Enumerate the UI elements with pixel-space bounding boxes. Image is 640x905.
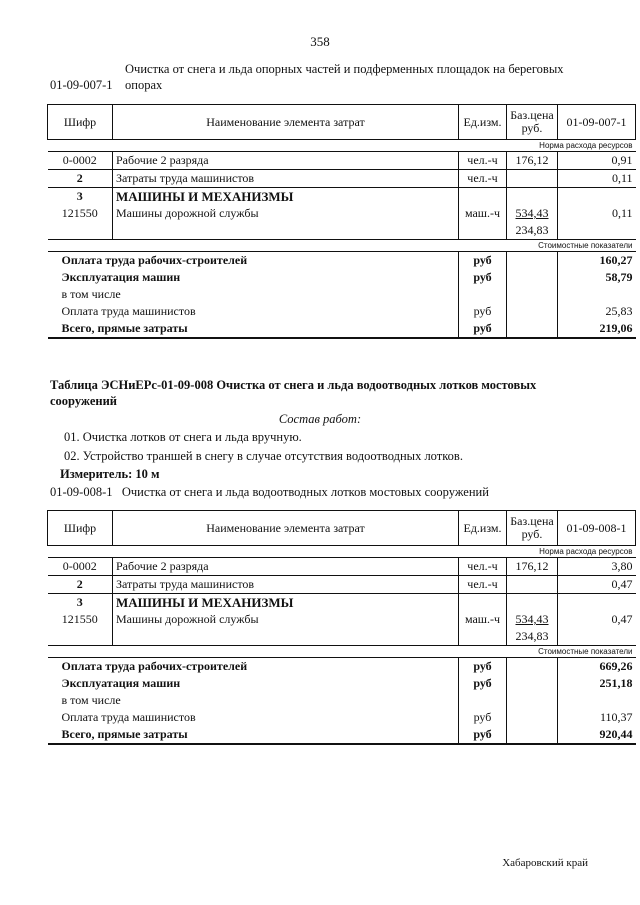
cost-label-row xyxy=(48,646,636,658)
row-unit: чел.-ч xyxy=(459,558,507,576)
table-row xyxy=(48,558,636,576)
page-number: 358 xyxy=(310,34,330,49)
cost-name: Оплата труда машинистов xyxy=(61,304,196,318)
header-norm-code: 01-09-008-1 xyxy=(558,511,636,546)
block1-code: 01-09-007-1 xyxy=(50,78,113,92)
row-code: 121550 xyxy=(48,205,113,240)
cost-value: 110,37 xyxy=(558,709,636,726)
row-norm: 0,11 xyxy=(558,170,636,188)
row-norm: 0,11 xyxy=(558,205,636,240)
row-name: Затраты труда машинистов xyxy=(113,576,459,594)
row-price xyxy=(507,576,558,594)
cost-row-total xyxy=(48,726,636,744)
cost-name: Оплата труда рабочих-строителей xyxy=(61,659,248,673)
row-name: Рабочие 2 разряда xyxy=(116,559,209,573)
table-row xyxy=(48,152,636,170)
block1-title-cont: опорах xyxy=(125,78,163,92)
header-norm-code: 01-09-007-1 xyxy=(558,105,636,140)
cost-unit: руб xyxy=(459,675,507,692)
cost-row xyxy=(48,675,636,692)
block1-title: Очистка от снега и льда опорных частей и подферменных площадок на береговых xyxy=(125,62,564,76)
row-code: 121550 xyxy=(48,611,113,646)
row-price xyxy=(507,611,558,646)
header-code: Шифр xyxy=(48,105,113,140)
row-price-labour: 234,83 xyxy=(515,223,549,237)
cost-unit: руб xyxy=(459,709,507,726)
table-row xyxy=(48,205,636,240)
cost-value: 251,18 xyxy=(558,675,636,692)
cost-value: 669,26 xyxy=(558,658,636,676)
cost-value: 25,83 xyxy=(558,303,636,320)
row-code: 2 xyxy=(48,170,113,188)
header-price-line1: Баз.цена xyxy=(510,108,554,122)
block2-heading-cont: сооружений xyxy=(50,394,117,408)
resource-table-1 xyxy=(47,104,636,339)
work-item-2: 02. Устройство траншей в снегу в случае отсутствия водоотводных лотков. xyxy=(64,449,463,463)
row-name: Рабочие 2 разряда xyxy=(116,153,209,167)
norm-label: Норма расхода ресурсов xyxy=(48,546,636,558)
row-name: Затраты труда машинистов xyxy=(113,170,459,188)
row-unit: чел.-ч xyxy=(459,170,507,188)
row-norm: 0,91 xyxy=(558,152,636,170)
footer-region: Хабаровский край xyxy=(502,857,588,869)
row-price-labour: 234,83 xyxy=(515,629,549,643)
row-norm: 0,47 xyxy=(558,576,636,594)
row-unit: маш.-ч xyxy=(459,205,507,240)
row-name: Машины дорожной службы xyxy=(116,206,259,220)
table-row xyxy=(48,611,636,646)
header-unit: Ед.изм. xyxy=(459,105,507,140)
cost-name: Оплата труда рабочих-строителей xyxy=(61,253,248,267)
row-code: 0-0002 xyxy=(48,558,113,576)
cost-value: 219,06 xyxy=(558,320,636,338)
row-unit: чел.-ч xyxy=(459,576,507,594)
norm-label-row xyxy=(48,140,636,152)
cost-unit: руб xyxy=(459,320,507,338)
header-price xyxy=(507,511,558,546)
row-price xyxy=(507,170,558,188)
cost-name: Оплата труда машинистов xyxy=(61,710,196,724)
cost-row xyxy=(48,709,636,726)
row-unit: маш.-ч xyxy=(459,611,507,646)
cost-row xyxy=(48,252,636,270)
row-price xyxy=(507,205,558,240)
cost-name: Всего, прямые затраты xyxy=(48,320,459,338)
row-code: 2 xyxy=(48,576,113,594)
row-price-base: 534,43 xyxy=(515,612,549,626)
row-name: Машины дорожной службы xyxy=(116,612,259,626)
cost-unit: руб xyxy=(459,303,507,320)
row-name: МАШИНЫ И МЕХАНИЗМЫ xyxy=(113,594,459,612)
header-unit: Ед.изм. xyxy=(459,511,507,546)
row-name: МАШИНЫ И МЕХАНИЗМЫ xyxy=(113,188,459,206)
header-price-line2: руб. xyxy=(521,527,543,541)
cost-value: 920,44 xyxy=(558,726,636,744)
cost-row xyxy=(48,692,636,709)
table-row xyxy=(48,594,636,612)
cost-value: 58,79 xyxy=(558,269,636,286)
cost-name: Эксплуатация машин xyxy=(61,270,181,284)
cost-value: 160,27 xyxy=(558,252,636,270)
row-code: 3 xyxy=(48,188,113,206)
cost-row xyxy=(48,286,636,303)
cost-row xyxy=(48,303,636,320)
block2-heading: Таблица ЭСНиЕРс-01-09-008 Очистка от снега и льда водоотводных лотков мостовых xyxy=(50,378,537,392)
resource-table-2 xyxy=(47,510,636,745)
cost-label-row xyxy=(48,240,636,252)
row-code: 3 xyxy=(48,594,113,612)
meter-label: Измеритель: 10 м xyxy=(60,467,160,481)
works-title: Состав работ: xyxy=(278,412,362,426)
cost-label: Стоимостные показатели xyxy=(48,646,636,658)
norm-label-row xyxy=(48,546,636,558)
table-row xyxy=(48,170,636,188)
header-price-line1: Баз.цена xyxy=(510,514,554,528)
table-header-row xyxy=(48,105,636,140)
row-norm: 0,47 xyxy=(558,611,636,646)
cost-name: в том числе xyxy=(61,287,121,301)
row-price: 176,12 xyxy=(507,558,558,576)
header-price xyxy=(507,105,558,140)
cost-row-total xyxy=(48,320,636,338)
header-code: Шифр xyxy=(48,511,113,546)
cost-unit: руб xyxy=(459,252,507,270)
row-price: 176,12 xyxy=(507,152,558,170)
row-code: 0-0002 xyxy=(48,152,113,170)
row-unit: чел.-ч xyxy=(459,152,507,170)
norm-label: Норма расхода ресурсов xyxy=(48,140,636,152)
cost-unit: руб xyxy=(459,658,507,676)
cost-label: Стоимостные показатели xyxy=(48,240,636,252)
table-row xyxy=(48,576,636,594)
row-norm: 3,80 xyxy=(558,558,636,576)
table-header-row xyxy=(48,511,636,546)
cost-row xyxy=(48,269,636,286)
cost-name: Эксплуатация машин xyxy=(61,676,181,690)
cost-unit: руб xyxy=(459,726,507,744)
row-price-base: 534,43 xyxy=(515,206,549,220)
header-price-line2: руб. xyxy=(521,121,543,135)
header-name: Наименование элемента затрат xyxy=(113,105,459,140)
cost-unit: руб xyxy=(459,269,507,286)
block2-subtitle: 01-09-008-1 Очистка от снега и льда водоотводных лотков мостовых сооружений xyxy=(50,485,489,499)
cost-name: в том числе xyxy=(61,693,121,707)
header-name: Наименование элемента затрат xyxy=(113,511,459,546)
table-row xyxy=(48,188,636,206)
cost-name: Всего, прямые затраты xyxy=(48,726,459,744)
work-item-1: 01. Очистка лотков от снега и льда вручную. xyxy=(64,430,302,444)
cost-row xyxy=(48,658,636,676)
